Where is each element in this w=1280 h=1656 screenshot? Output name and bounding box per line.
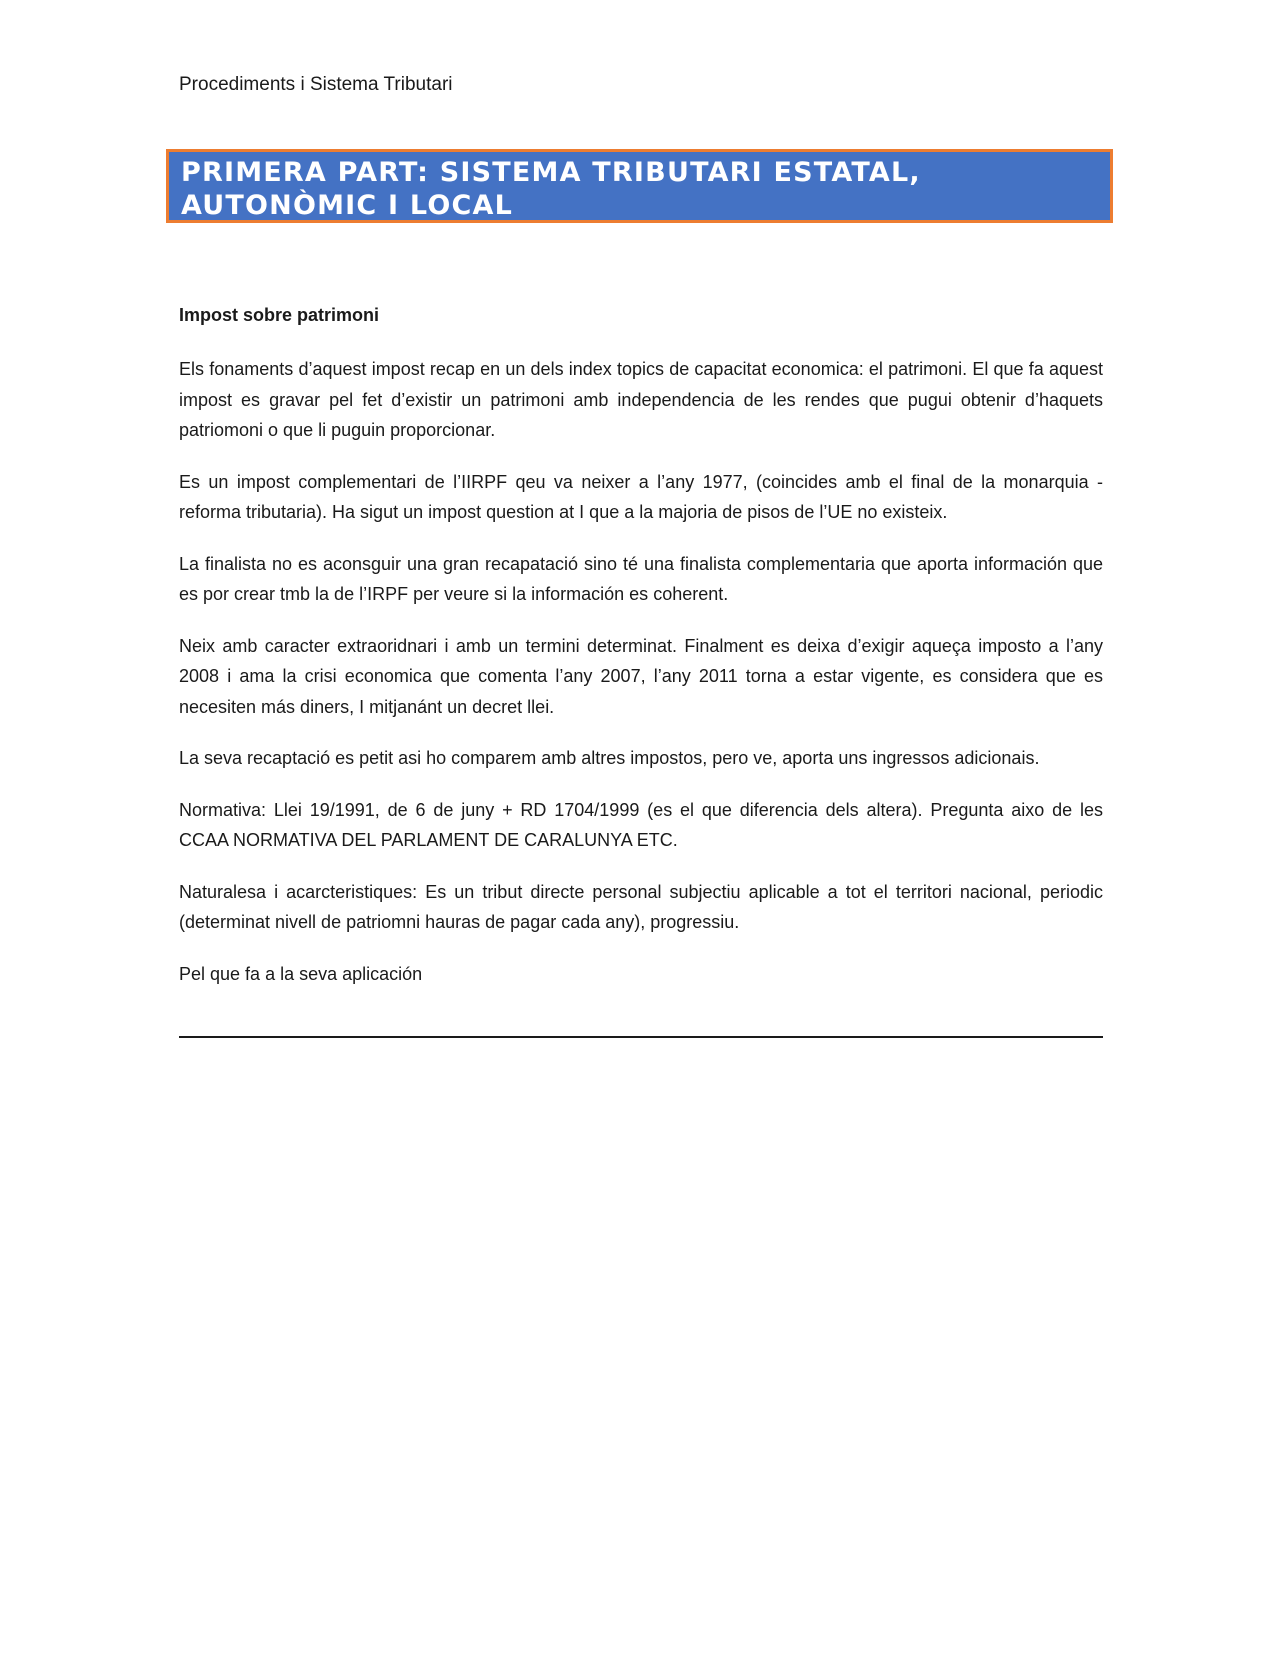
page-header-title: Procediments i Sistema Tributari [179,74,453,95]
paragraph-naturalesa: Naturalesa i acarcteristiques: Es un tribut directe personal subjectiu aplicable a tot el territori nacional, periodic (determinat nivell de patriomni hauras de pagar cada any), progressiu. [179,881,1103,932]
banner-title-line-1: PRIMERA PART: SISTEMA TRIBUTARI ESTATAL, [181,157,921,188]
banner-title-line-2: AUTONÒMIC I LOCAL [181,190,513,221]
paragraph-fonaments: Els fonaments d’aquest impost recap en un dels index topics de capacitat economica: el patrimoni. El que fa aquest impost es gravar pel fet d’existir un patrimoni amb independencia de les rendes que pugui obtenir d’haquets patriomoni o que li puguin proporcionar. [179,359,1103,440]
paragraph-complementari: Es un impost complementari de l’IIRPF qeu va neixer a l’any 1977, (coincides amb el final de la monarquia - reforma tributaria). Ha sigut un impost question at I que a la majoria de pisos de l’UE no existeix. [179,471,1103,522]
paragraph-caracter: Neix amb caracter extraoridnari i amb un termini determinat. Finalment es deixa d’exigir aqueça imposto a l’any 2008 i ama la crisi economica que comenta l’any 2007, l’any 2011 torna a estar vigente, es considera que es necesiten más diners, I mitjanánt un decret llei. [179,635,1103,717]
paragraph-finalista: La finalista no es aconsguir una gran recapatació sino té una finalista complementaria que aporta información que es por crear tmb la de l’IRPF per veure si la información es coherent. [179,553,1103,604]
document-body [179,303,1103,1010]
section-title-banner [166,149,1113,223]
horizontal-divider [179,1036,1103,1038]
paragraph-normativa: Normativa: Llei 19/1991, de 6 de juny + RD 1704/1999 (es el que diferencia dels altera). Pregunta aixo de les CCAA NORMATIVA DEL PARLAMENT DE CARALUNYA ETC. [179,799,1103,850]
paragraph-recaptacio: La seva recaptació es petit asi ho comparem amb altres impostos, pero ve, aporta uns ingressos adicionais. [179,748,1040,768]
section-heading: Impost sobre patrimoni [179,305,380,325]
paragraph-aplicacion: Pel que fa a la seva aplicación [179,963,423,984]
